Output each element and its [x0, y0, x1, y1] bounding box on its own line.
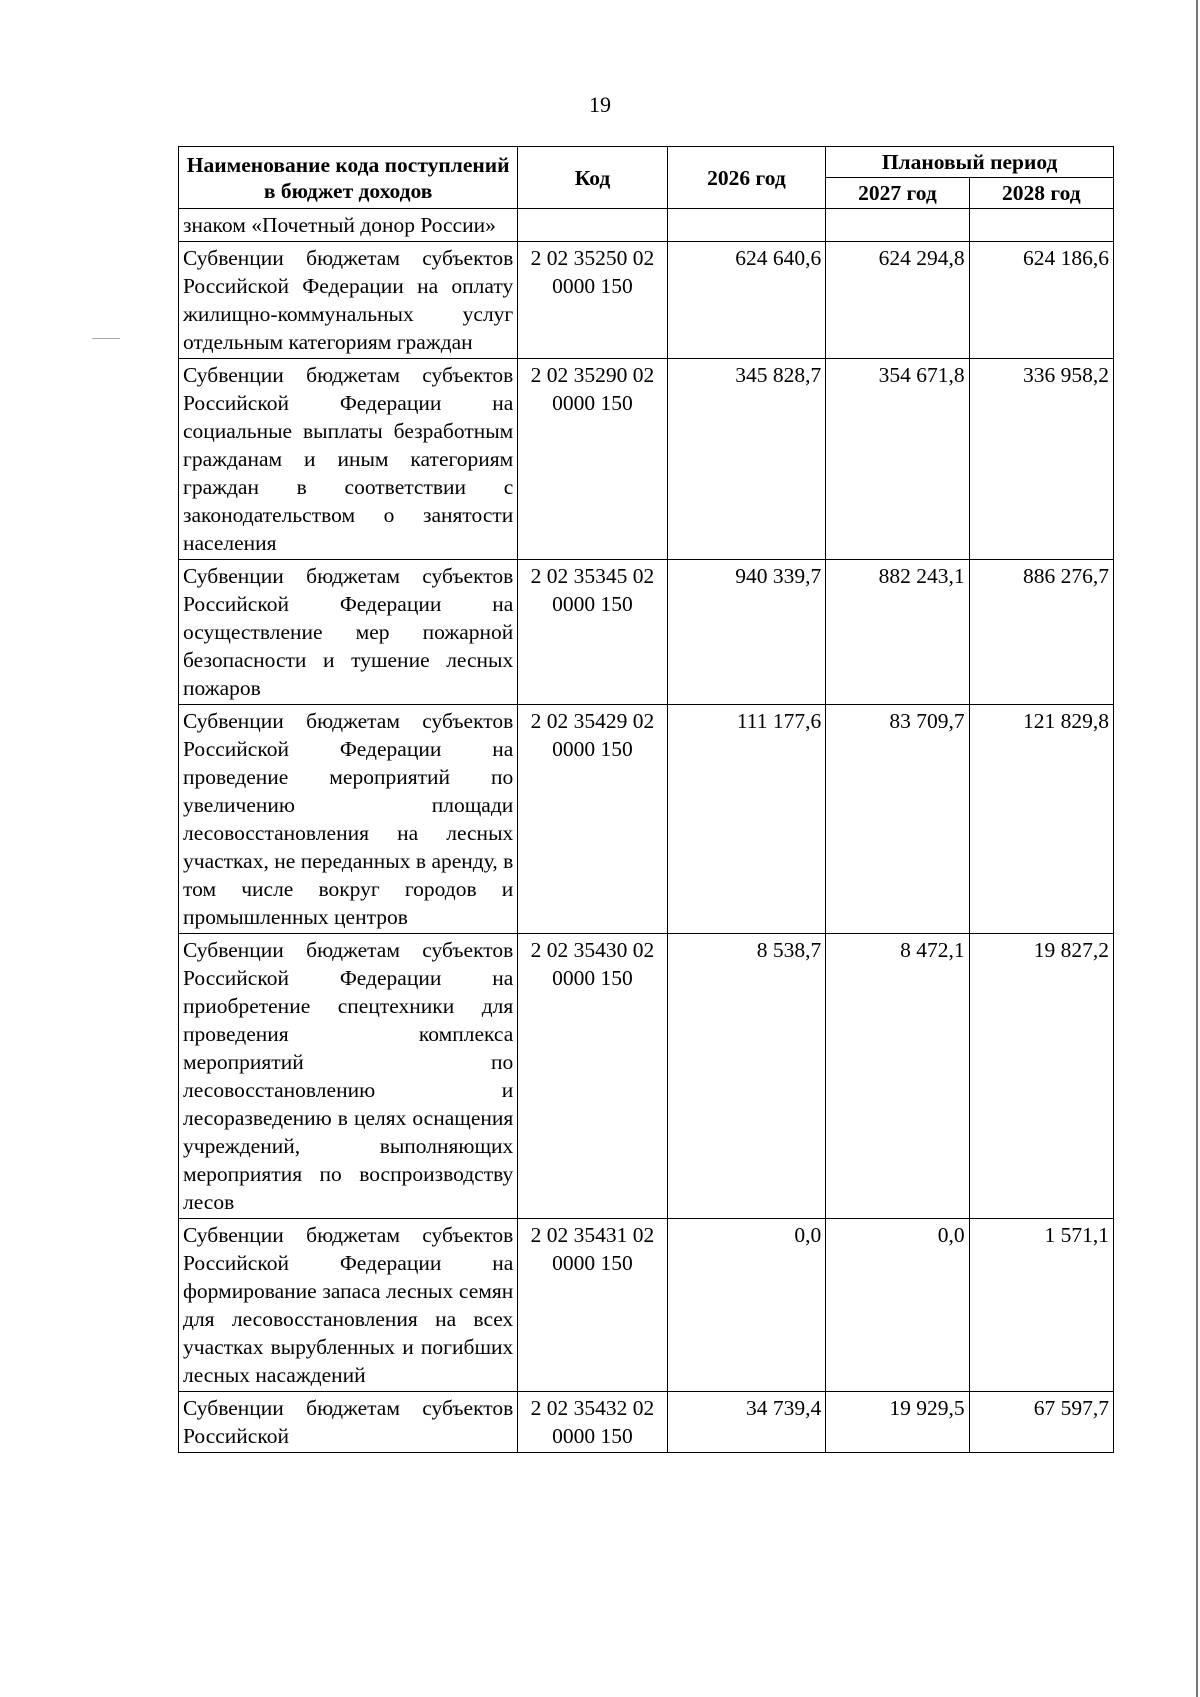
row-2026: 111 177,6 — [667, 705, 826, 934]
row-name: Субвенции бюджетам субъектов Российской Федерации на осуществление мер пожарной безопасности и тушение лесных пожаров — [179, 560, 518, 705]
header-2028: 2028 год — [969, 178, 1113, 209]
row-2027: 882 243,1 — [826, 560, 969, 705]
row-2027: 354 671,8 — [826, 359, 969, 560]
table-row — [179, 705, 1114, 934]
row-code: 2 02 35429 02 0000 150 — [518, 705, 667, 934]
header-code: Код — [518, 147, 667, 209]
row-2027: 8 472,1 — [826, 934, 969, 1219]
row-2026: 345 828,7 — [667, 359, 826, 560]
header-2026: 2026 год — [667, 147, 826, 209]
row-name: Субвенции бюджетам субъектов Российской — [179, 1392, 518, 1453]
row-code: 2 02 35432 02 0000 150 — [518, 1392, 667, 1453]
row-name: Субвенции бюджетам субъектов Российской Федерации на социальные выплаты безработным гражданам и иным категориям граждан в соответствии с законодательством о занятости населения — [179, 359, 518, 560]
row-2027: 19 929,5 — [826, 1392, 969, 1453]
row-2028: 1 571,1 — [969, 1219, 1113, 1392]
row-name: Субвенции бюджетам субъектов Российской Федерации на приобретение спецтехники для проведения комплекса мероприятий по лесовосстановлению и лесоразведению в целях оснащения учреждений, выполняющих мероприятия по воспроизводству лесов — [179, 934, 518, 1219]
row-2028 — [969, 209, 1113, 242]
header-name: Наименование кода поступлений в бюджет доходов — [179, 147, 518, 209]
table-row — [179, 560, 1114, 705]
row-2026: 34 739,4 — [667, 1392, 826, 1453]
row-code: 2 02 35290 02 0000 150 — [518, 359, 667, 560]
scan-margin-mark — [92, 338, 120, 339]
row-2028: 886 276,7 — [969, 560, 1113, 705]
row-2028: 336 958,2 — [969, 359, 1113, 560]
row-2026 — [667, 209, 826, 242]
table-row — [179, 1392, 1114, 1453]
row-2028: 624 186,6 — [969, 242, 1113, 359]
table-row — [179, 242, 1114, 359]
table-row — [179, 209, 1114, 242]
row-2026: 0,0 — [667, 1219, 826, 1392]
row-2026: 624 640,6 — [667, 242, 826, 359]
row-2027: 624 294,8 — [826, 242, 969, 359]
table-row — [179, 359, 1114, 560]
header-2027: 2027 год — [826, 178, 969, 209]
row-name: Субвенции бюджетам субъектов Российской Федерации на оплату жилищно-коммунальных услуг отдельным категориям граждан — [179, 242, 518, 359]
row-2028: 19 827,2 — [969, 934, 1113, 1219]
row-2028: 67 597,7 — [969, 1392, 1113, 1453]
header-planned-period: Плановый период — [826, 147, 1114, 178]
row-name: знаком «Почетный донор России» — [179, 209, 518, 242]
row-code: 2 02 35345 02 0000 150 — [518, 560, 667, 705]
row-2027 — [826, 209, 969, 242]
row-code: 2 02 35250 02 0000 150 — [518, 242, 667, 359]
row-2026: 8 538,7 — [667, 934, 826, 1219]
table-row — [179, 934, 1114, 1219]
page-number: 19 — [589, 92, 611, 117]
scan-edge-line — [1196, 0, 1198, 1697]
row-name: Субвенции бюджетам субъектов Российской Федерации на проведение мероприятий по увеличению площади лесовосстановления на лесных участках, не переданных в аренду, в том числе вокруг городов и промышленных центров — [179, 705, 518, 934]
row-name: Субвенции бюджетам субъектов Российской Федерации на формирование запаса лесных семян для лесовосстановления на всех участках вырубленных и погибших лесных насаждений — [179, 1219, 518, 1392]
row-code: 2 02 35430 02 0000 150 — [518, 934, 667, 1219]
row-2027: 83 709,7 — [826, 705, 969, 934]
table-row — [179, 1219, 1114, 1392]
budget-revenue-table — [178, 146, 1114, 1453]
row-2028: 121 829,8 — [969, 705, 1113, 934]
row-2026: 940 339,7 — [667, 560, 826, 705]
row-code: 2 02 35431 02 0000 150 — [518, 1219, 667, 1392]
row-code — [518, 209, 667, 242]
row-2027: 0,0 — [826, 1219, 969, 1392]
